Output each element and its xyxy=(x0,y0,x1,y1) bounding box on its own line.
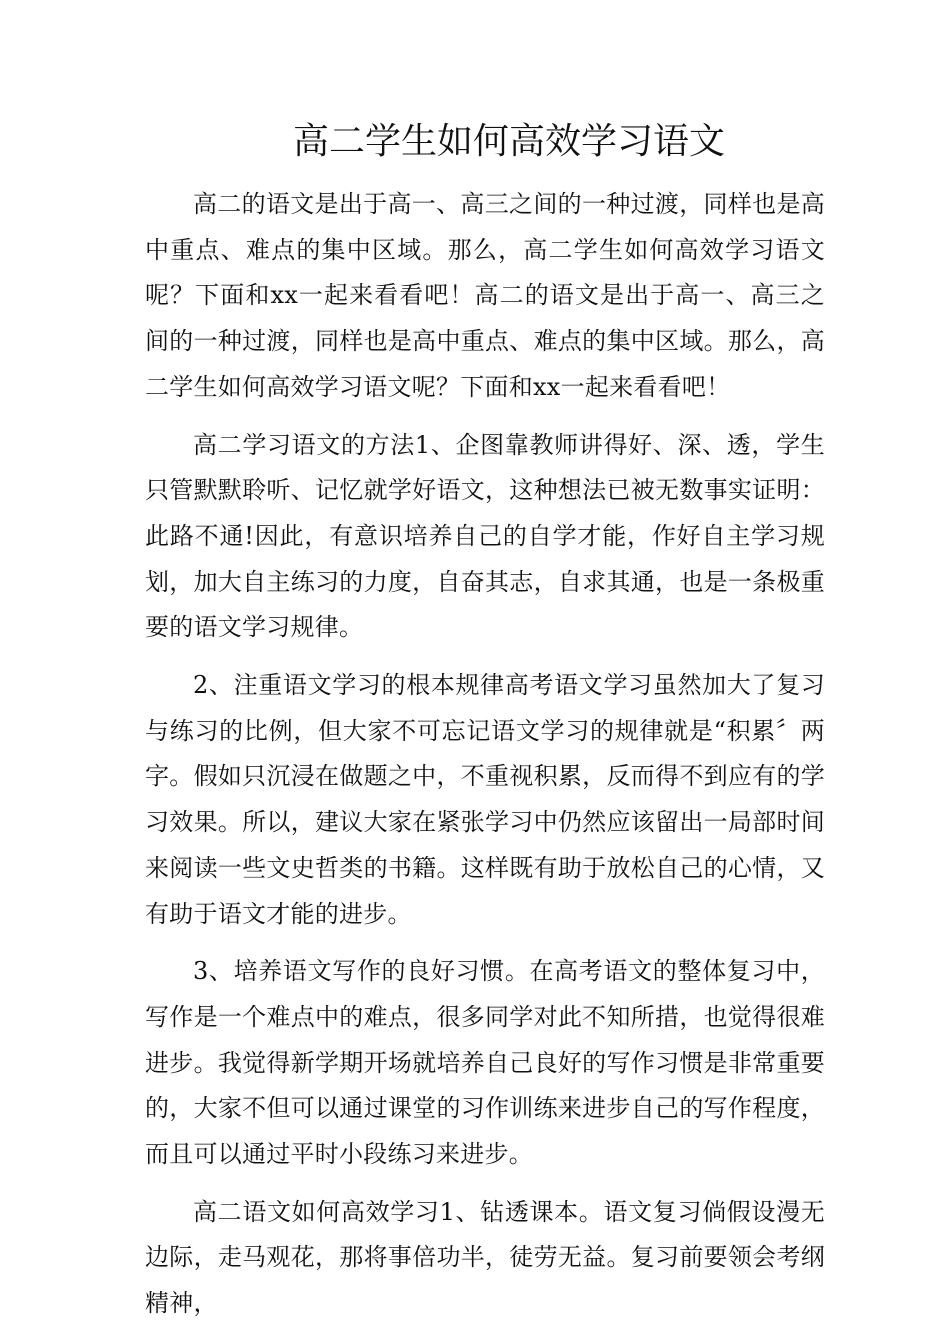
document-title: 高二学生如何高效学习语文 xyxy=(292,121,725,162)
paragraph-efficient-study: 高二语文如何高效学习1、钻透课本。语文复习倘假设漫无边际，走马观花，那将事倍功半，徒劳无益。复习前要领会考纲精神， xyxy=(145,1197,825,1318)
paragraph-intro: 高二的语文是出于高一、高三之间的一种过渡，同样也是高中重点、难点的集中区域。那么，高二学生如何高效学习语文呢？下面和xx一起来看看吧！高二的语文是出于高一、高三之间的一种过渡，同样也是高中重点、难点的集中区域。那么，高二学生如何高效学习语文呢？下面和xx一起来看看吧！ xyxy=(145,190,825,401)
document-body xyxy=(145,182,825,1327)
paragraph-method-3: 3、培养语文写作的良好习惯。在高考语文的整体复习中，写作是一个难点中的难点，很多同学对此不知所措，也觉得很难进步。我觉得新学期开场就培养自己良好的写作习惯是非常重要的，大家不但可以通过课堂的习作训练来进步自己的写作程度，而且可以通过平时小段练习来进步。 xyxy=(145,957,825,1169)
paragraph-method-2: 2、注重语文学习的根本规律高考语文学习虽然加大了复习与练习的比例，但大家不可忘记语文学习的规律就是“积累〞两字。假如只沉浸在做题之中，不重视积累，反而得不到应有的学习效果。所以，建议大家在紧张学习中仍然应该留出一局部时间来阅读一些文史哲类的书籍。这样既有助于放松自己的心情，又有助于语文才能的进步。 xyxy=(145,671,825,928)
paragraph-method-1: 高二学习语文的方法1、企图靠教师讲得好、深、透，学生只管默默聆听、记忆就学好语文，这种想法已被无数事实证明：此路不通!因此，有意识培养自己的自学才能，作好自主学习规划，加大自主练习的力度，自奋其志，自求其通，也是一条极重要的语文学习规律。 xyxy=(145,430,825,642)
